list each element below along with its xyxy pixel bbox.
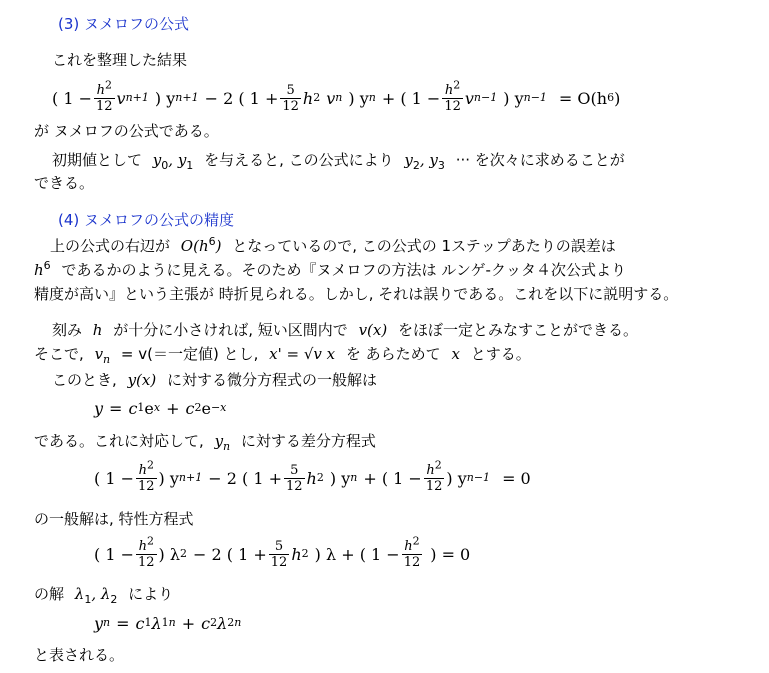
section-3-heading: (3) ヌメロフの公式 [58, 15, 190, 33]
paragraph-text: 刻み h が十分に小さければ, 短い区間内で v(x) をほぼ一定とみなすことができる。 [52, 321, 639, 339]
section-4-heading: (4) ヌメロフの公式の精度 [58, 211, 235, 229]
paragraph-text: 精度が高い』という主張が 時折見られる。しかし, それは誤りである。これを以下に説明する。 [34, 285, 679, 303]
paragraph-text: の解 $\lambda_1$, $\lambda_2$ により [34, 585, 174, 606]
paragraph-text: の一般解は, 特性方程式 [34, 510, 194, 528]
paragraph-text: これを整理した結果 [52, 51, 188, 69]
paragraph-text: $h^6$ であるかのように見える。そのため『ヌメロフの方法は ルンゲ-クッタ４次公式より [34, 259, 626, 279]
paragraph-text: である。これに対応して, $y_n$ に対する差分方程式 [34, 432, 376, 453]
paragraph-text: 上の公式の右辺が $O(h^6)$ となっているので, この公式の 1ステップあたりの誤差は [50, 235, 616, 255]
difference-equation: ( 1 − $\frac{h^2}{12}$ ) y n+1 − 2 ( 1 + $\frac{5}{12}$ h 2 ) y n + ( 1 − $\frac{h^2}{12}$ ) y n−1 = 0 [94, 458, 531, 494]
paragraph-text: そこで, $v_n = v(=$一定値) とし, x' = √v x を あらためて x とする。 [34, 345, 531, 366]
paragraph-text: 初期値として $y_0$, $y_1$ を与えると, この公式により $y_2$, $y_3$ ··· を次々に求めることが [52, 151, 625, 172]
paragraph-text: このとき, y(x) に対する微分方程式の一般解は [52, 371, 377, 389]
ode-general-solution: y = c 1 e x + c 2 e −x [94, 398, 227, 418]
paragraph-text: と表される。 [34, 646, 125, 664]
numerov-formula: ( 1 − $\frac{h^2}{12}$ v n+1 ) y n+1 − 2 ( 1 + $\frac{5}{12}$ h 2 v n ) y n + ( 1 − $\frac{h^2}{12}$ v n−1 ) y n−1 = O(h 6 ) [52, 78, 621, 114]
paragraph-text: が ヌメロフの公式である。 [34, 122, 219, 140]
characteristic-equation: ( 1 − $\frac{h^2}{12}$ ) λ 2 − 2 ( 1 + $\frac{5}{12}$ h 2 ) λ + ( 1 − $\frac{h^2}{12}$ ) = 0 [94, 534, 471, 570]
difference-general-solution: y n = c 1 λ 1 n + c 2 λ 2 n [94, 613, 242, 633]
paragraph-text: できる。 [34, 174, 95, 192]
